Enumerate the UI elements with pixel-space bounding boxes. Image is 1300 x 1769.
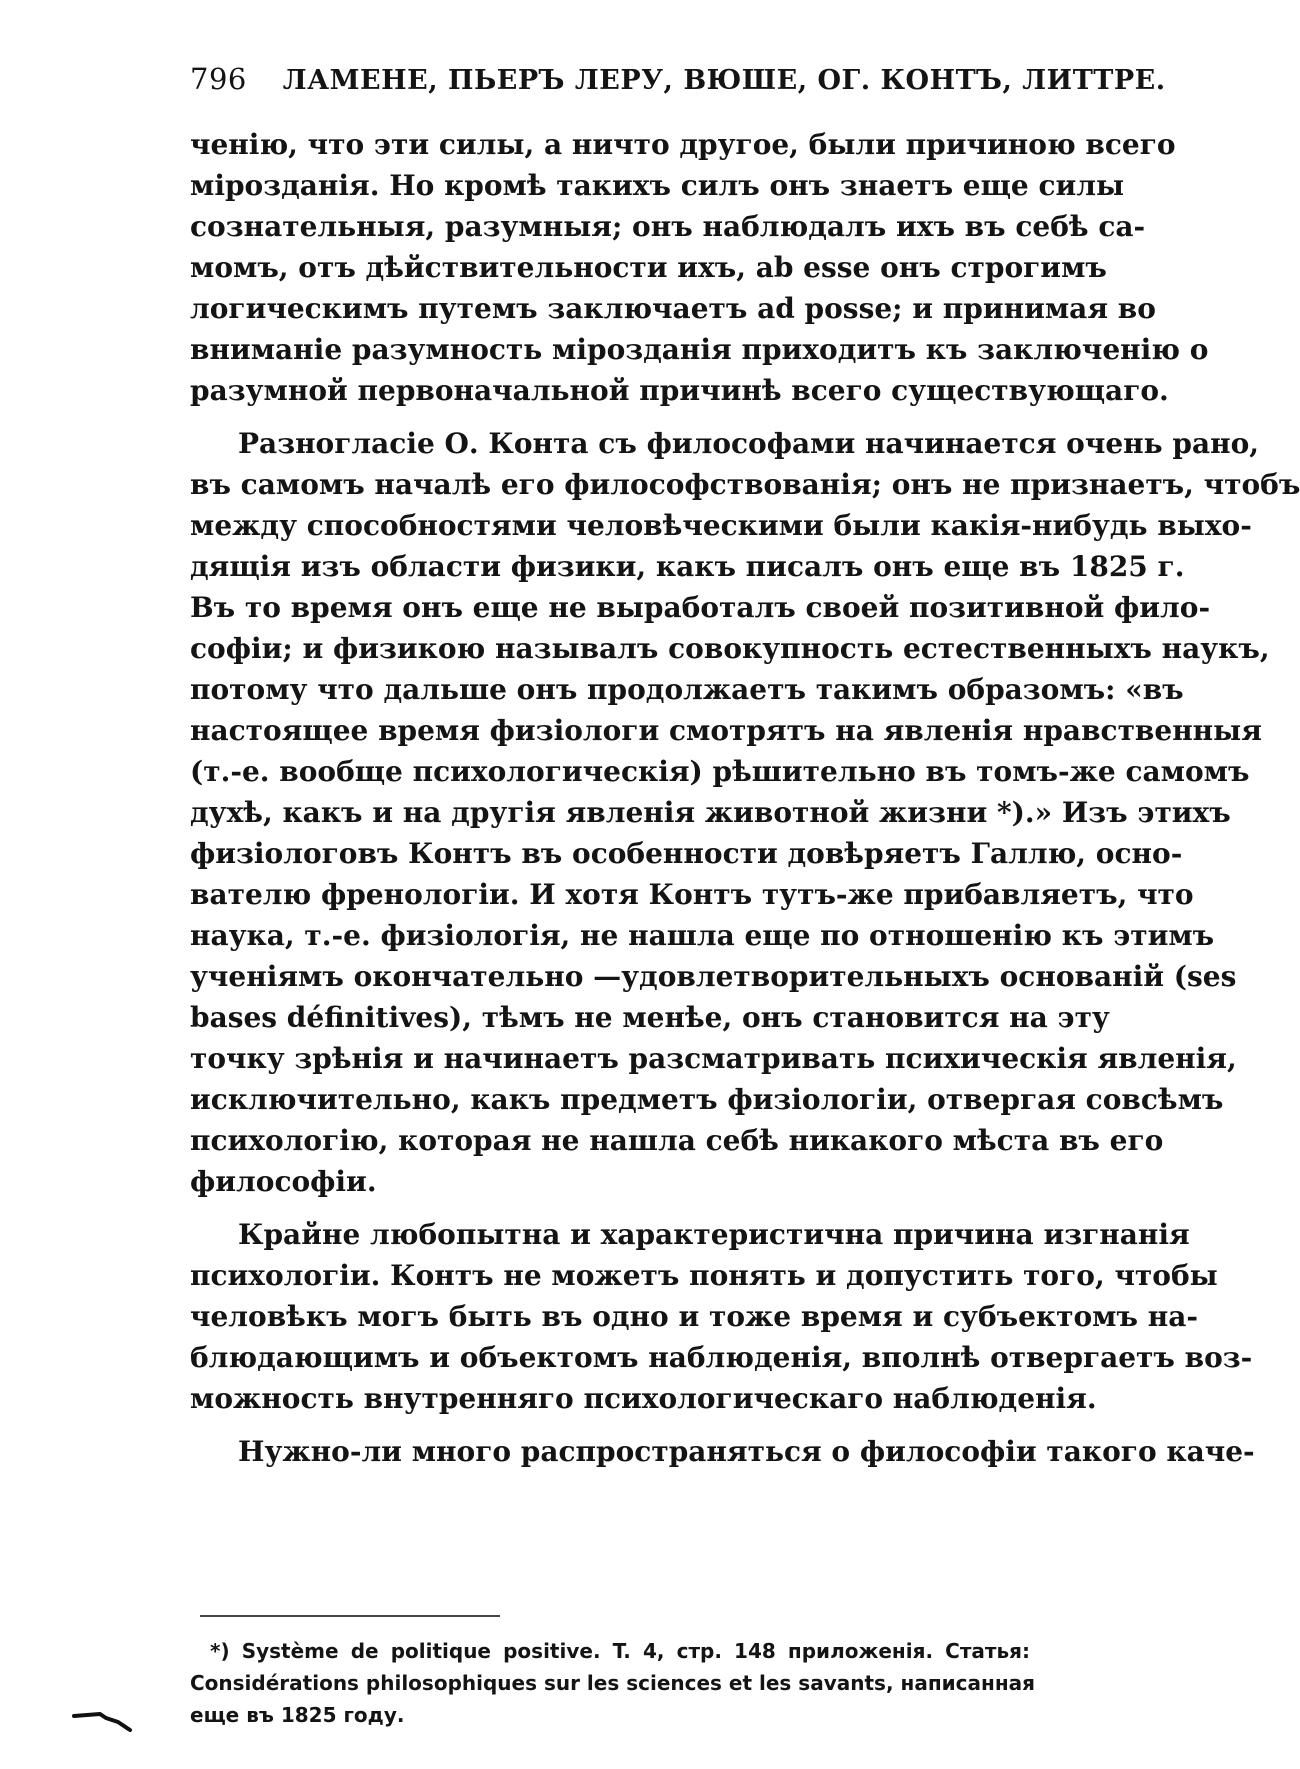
footnote-divider: [200, 1615, 500, 1617]
page-number: 796: [190, 62, 247, 96]
running-header: [190, 62, 1166, 96]
paragraph-4: [190, 1431, 1255, 1472]
text-line: (т.-е. вообще психологическія) рѣшительно въ томъ-же самомъ: [190, 755, 1250, 788]
text-line: логическимъ путемъ заключаетъ ad posse; и принимая во: [190, 292, 1156, 325]
text-line: дящія изъ области физики, какъ писалъ онъ еще въ 1825 г.: [190, 550, 1185, 583]
text-line: разумной первоначальной причинѣ всего существующаго.: [190, 374, 1169, 407]
ink-mark: [72, 1710, 134, 1732]
footnote: [190, 1635, 1035, 1731]
text-line: можность внутренняго психологическаго наблюденія.: [190, 1382, 1097, 1415]
text-line: человѣкъ могъ быть въ одно и тоже время и субъектомъ на-: [190, 1300, 1198, 1333]
text-line: Нужно-ли много распространяться о философіи такого каче-: [238, 1435, 1255, 1468]
text-line: мірозданія. Но кромѣ такихъ силъ онъ знаетъ еще силы: [190, 169, 1125, 202]
text-line: наука, т.-е. физіологія, не нашла еще по отношенію къ этимъ: [190, 919, 1215, 952]
paragraph-2: [190, 423, 1300, 1202]
main-text: [190, 124, 1300, 1484]
text-line: Въ то время онъ еще не выработалъ своей позитивной фило-: [190, 591, 1211, 624]
text-line: Крайне любопытна и характеристична причина изгнанія: [238, 1218, 1190, 1251]
text-line: въ самомъ началѣ его философствованія; онъ не признаетъ, чтобъ: [190, 468, 1300, 501]
footnote-line: *) Système de politique positive. T. 4, стр. 148 приложенія. Статья:: [210, 1639, 1030, 1663]
text-line: физіологовъ Контъ въ особенности довѣряетъ Галлю, осно-: [190, 837, 1183, 870]
text-line: сознательныя, разумныя; онъ наблюдалъ ихъ въ себѣ са-: [190, 210, 1146, 243]
text-line: духѣ, какъ и на другія явленія животной жизни *).» Изъ этихъ: [190, 796, 1231, 829]
running-title: ЛАМЕНЕ, ПЬЕРЪ ЛЕРУ, ВЮШЕ, ОГ. КОНТЪ, ЛИТТРЕ.: [282, 65, 1166, 96]
footnote-line: Considérations philosophiques sur les sciences et les savants, написанная: [190, 1671, 1035, 1695]
text-line: bases définitives), тѣмъ не менѣе, онъ становится на эту: [190, 1001, 1110, 1034]
text-line: между способностями человѣческими были какія-нибудь выхо-: [190, 509, 1252, 542]
text-line: Разногласіе О. Конта съ философами начинается очень рано,: [238, 427, 1260, 460]
text-line: момъ, отъ дѣйствительности ихъ, ab esse онъ строгимъ: [190, 251, 1107, 284]
text-line: психологію, которая не нашла себѣ никакого мѣста въ его: [190, 1124, 1164, 1157]
text-line: психологіи. Контъ не можетъ понять и допустить того, чтобы: [190, 1259, 1218, 1292]
text-line: вателю френологіи. И хотя Контъ тутъ-же прибавляетъ, что: [190, 878, 1194, 911]
text-line: потому что дальше онъ продолжаетъ такимъ образомъ: «въ: [190, 673, 1184, 706]
text-line: ученіямъ окончательно —удовлетворительныхъ основаній (ses: [190, 960, 1237, 993]
text-line: настоящее время физіологи смотрятъ на явленія нравственныя: [190, 714, 1262, 747]
text-line: философіи.: [190, 1165, 377, 1198]
text-line: софіи; и физикою называлъ совокупность естественныхъ наукъ,: [190, 632, 1270, 665]
paragraph-3: [190, 1214, 1253, 1419]
text-line: исключительно, какъ предметъ физіологіи, отвергая совсѣмъ: [190, 1083, 1224, 1116]
text-line: ченію, что эти силы, а ничто другое, были причиною всего: [190, 128, 1176, 161]
text-line: вниманіе разумность мірозданія приходитъ къ заключенію о: [190, 333, 1209, 366]
footnote-line: еще въ 1825 году.: [190, 1703, 405, 1727]
paragraph-1: [190, 124, 1209, 411]
text-line: блюдающимъ и объектомъ наблюденія, вполнѣ отвергаетъ воз-: [190, 1341, 1253, 1374]
text-line: точку зрѣнія и начинаетъ разсматривать психическія явленія,: [190, 1042, 1237, 1075]
